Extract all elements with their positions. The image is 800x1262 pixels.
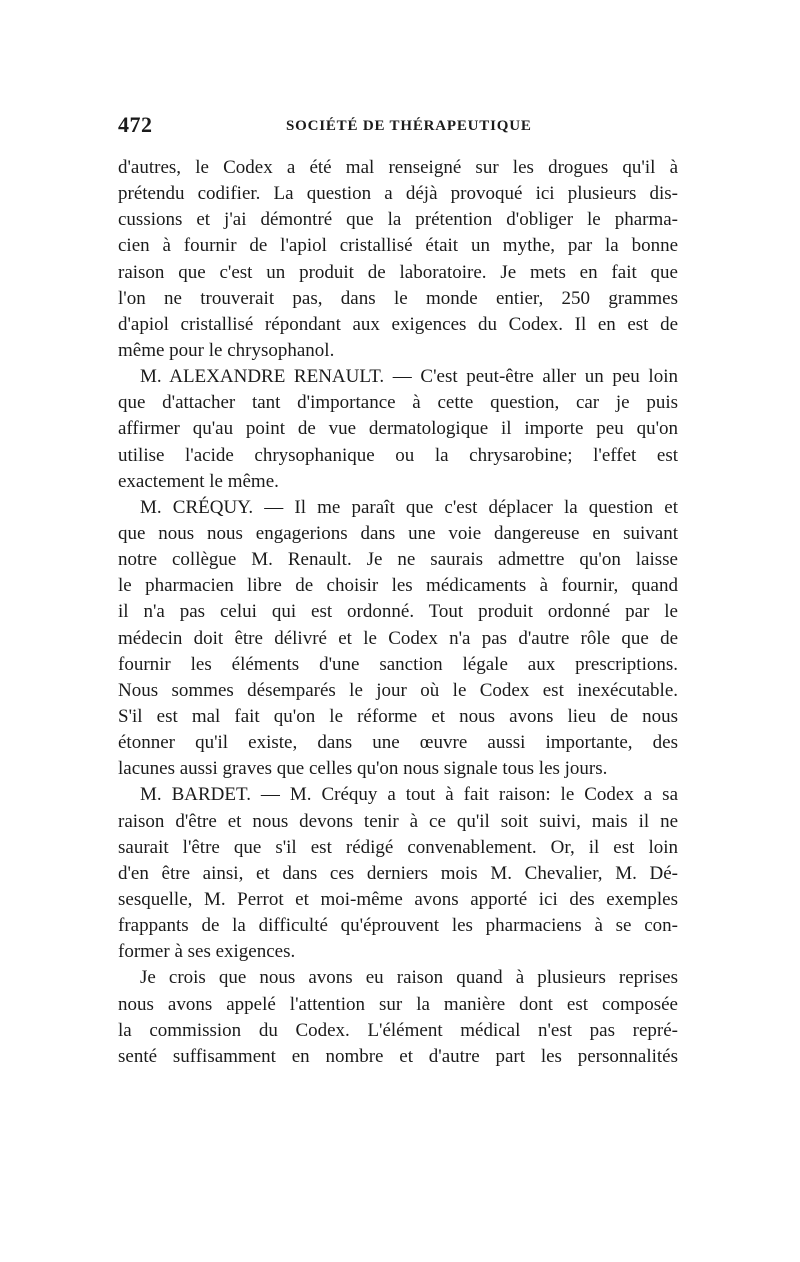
text-line: raison d'être et nous devons tenir à ce qu'il soit suivi, mais il ne (118, 810, 678, 832)
text-line: étonner qu'il existe, dans une œuvre aussi importante, des (118, 732, 678, 754)
text-line: d'autres, le Codex a été mal renseigné sur les drogues qu'il à (118, 157, 678, 178)
text-line: exactement le même. (118, 470, 279, 492)
text-line: frappants de la difficulté qu'éprouvent les pharmaciens à se con- (118, 915, 678, 937)
text-line: affirmer qu'au point de vue dermatologique il importe peu qu'on (118, 418, 678, 440)
text-line: utilise l'acide chrysophanique ou la chrysarobine; l'effet est (118, 444, 678, 466)
text-line: senté suffisamment en nombre et d'autre part les personnalités (118, 1045, 678, 1067)
text-line: d'apiol cristallisé répondant aux exigences du Codex. Il en est de (118, 313, 678, 335)
text-line: saurait l'être que s'il est rédigé convenablement. Or, il est loin (118, 836, 678, 858)
running-head: SOCIÉTÉ DE THÉRAPEUTIQUE (286, 118, 532, 134)
text-line: d'en être ainsi, et dans ces derniers mois M. Chevalier, M. Dé- (118, 862, 678, 884)
text-line: S'il est mal fait qu'on le réforme et nous avons lieu de nous (118, 705, 678, 727)
text-line: cien à fournir de l'apiol cristallisé était un mythe, par la bonne (118, 235, 678, 257)
text-line: raison que c'est un produit de laboratoire. Je mets en fait que (118, 261, 678, 283)
text-line: former à ses exigences. (118, 941, 296, 963)
text-line: médecin doit être délivré et le Codex n'a pas d'autre rôle que de (118, 627, 678, 649)
text-line: même pour le chrysophanol. (118, 339, 335, 361)
text-line: l'on ne trouverait pas, dans le monde entier, 250 grammes (118, 287, 678, 309)
page-header (118, 112, 678, 142)
text-line: Nous sommes désemparés le jour où le Codex est inexécutable. (118, 679, 678, 701)
text-line: prétendu codifier. La question a déjà provoqué ici plusieurs dis- (118, 183, 678, 205)
text-line: que nous nous engagerions dans une voie dangereuse en suivant (118, 522, 678, 544)
text-line: lacunes aussi graves que celles qu'on nous signale tous les jours. (118, 758, 608, 780)
text-line: il n'a pas celui qui est ordonné. Tout produit ordonné par le (118, 601, 678, 623)
text-line: que d'attacher tant d'importance à cette question, car je puis (118, 392, 678, 414)
text-line: Je crois que nous avons eu raison quand à plusieurs reprises (140, 967, 678, 989)
text-line: la commission du Codex. L'élément médical n'est pas repré- (118, 1019, 678, 1041)
text-line: M. BARDET. — M. Créquy a tout à fait raison: le Codex a sa (140, 784, 678, 806)
text-line: le pharmacien libre de choisir les médicaments à fournir, quand (118, 575, 678, 597)
text-line: notre collègue M. Renault. Je ne saurais admettre qu'on laisse (118, 549, 678, 571)
text-line: M. CRÉQUY. — Il me paraît que c'est déplacer la question et (140, 496, 678, 518)
body-text (118, 155, 678, 1070)
text-line: fournir les éléments d'une sanction légale aux prescriptions. (118, 653, 678, 675)
text-line: cussions et j'ai démontré que la prétention d'obliger le pharma- (118, 209, 678, 231)
text-line: nous avons appelé l'attention sur la manière dont est composée (118, 993, 678, 1015)
page-number: 472 (118, 112, 153, 137)
text-line: M. ALEXANDRE RENAULT. — C'est peut-être aller un peu loin (140, 366, 678, 388)
text-line: sesquelle, M. Perrot et moi-même avons apporté ici des exemples (118, 888, 678, 910)
